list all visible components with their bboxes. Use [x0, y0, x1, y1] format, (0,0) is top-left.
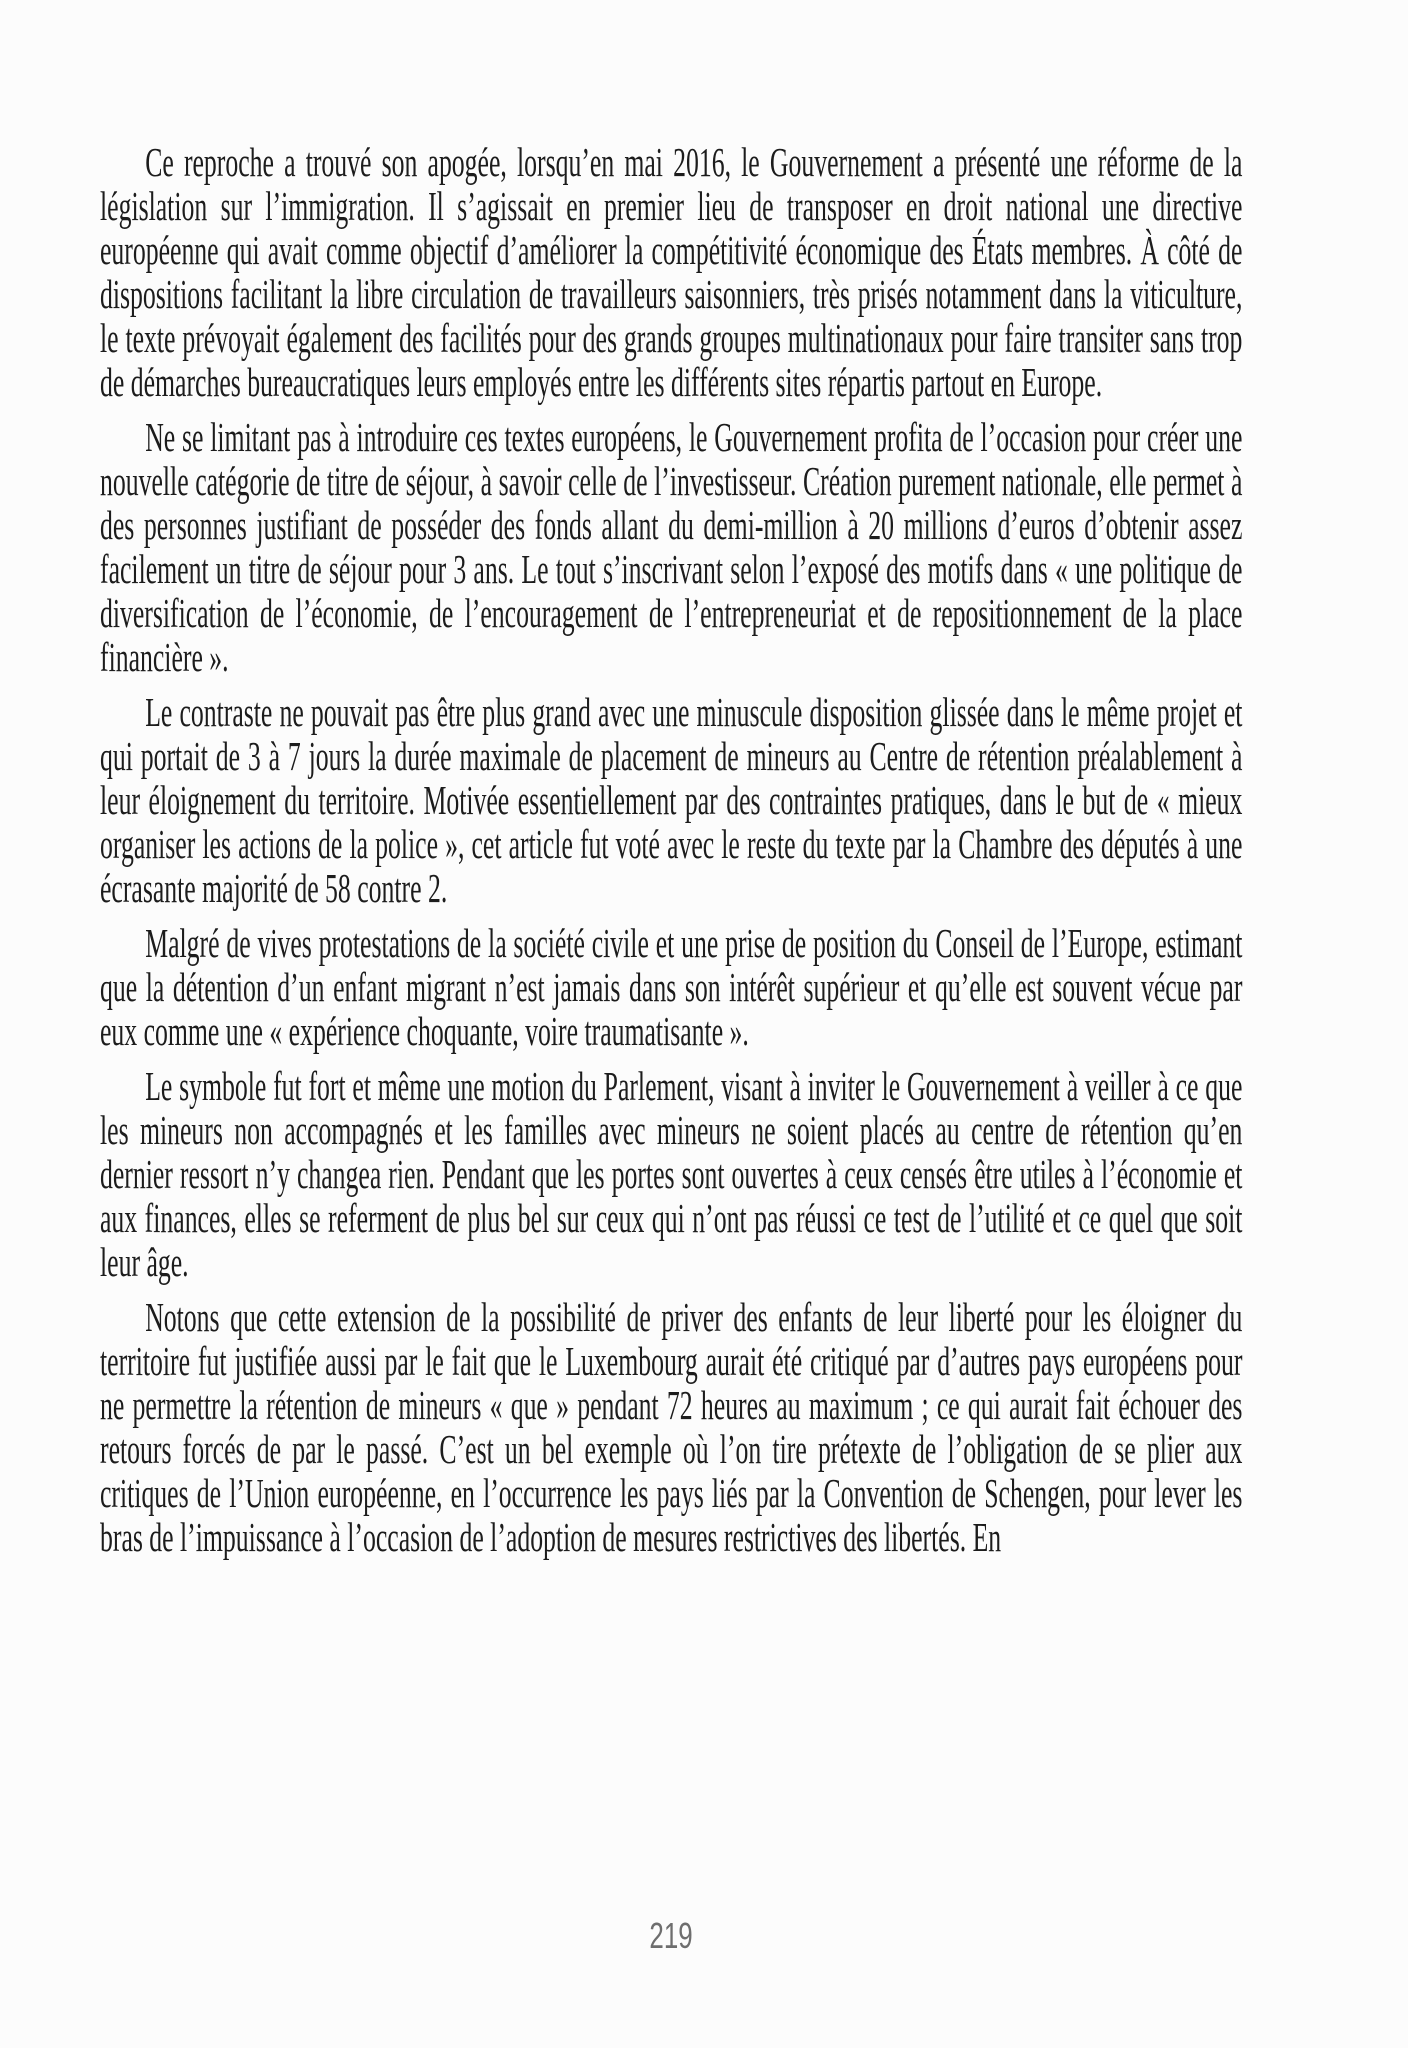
page-number: 219	[649, 1915, 693, 1956]
page-footer	[100, 1916, 1242, 1956]
body-text	[100, 140, 1242, 1570]
paragraph-5: Le symbole fut fort et même une motion du Parlement, visant à inviter le Gouvernement à veiller à ce que les mineurs non accompagnés et les familles avec mineurs ne soient placés au centre de rétention qu’en dernier ressort n’y changea rien. Pendant que les portes sont ouvertes à ceux censés être utiles à l’économie et aux finances, elles se referment de plus bel sur ceux qui n’ont pas réussi ce test de l’utilité et ce quel que soit leur âge.	[100, 1063, 1243, 1285]
paragraph-2: Ne se limitant pas à introduire ces textes européens, le Gouvernement profita de l’occasion pour créer une nouvelle catégorie de titre de séjour, à savoir celle de l’investisseur. Création purement nationale, elle permet à des personnes justifiant de posséder des fonds allant du demi-million à 20 millions d’euros d’obtenir assez facilement un titre de séjour pour 3 ans. Le tout s’inscrivant selon l’exposé des motifs dans « une politique de diversification de l’économie, de l’encouragement de l’entrepreneuriat et de repositionnement de la place financière ».	[100, 414, 1243, 680]
paragraph-3: Le contraste ne pouvait pas être plus grand avec une minuscule disposition glissée dans le même projet et qui portait de 3 à 7 jours la durée maximale de placement de mineurs au Centre de rétention préalablement à leur éloignement du territoire. Motivée essentiellement par des contraintes pratiques, dans le but de « mieux organiser les actions de la police », cet article fut voté avec le reste du texte par la Chambre des députés à une écrasante majorité de 58 contre 2.	[100, 689, 1243, 911]
paragraph-1: Ce reproche a trouvé son apogée, lorsqu’en mai 2016, le Gouvernement a présenté une réforme de la législation sur l’immigration. Il s’agissait en premier lieu de transposer en droit national une directive européenne qui avait comme objectif d’améliorer la compétitivité économique des États membres. À côté de dispositions facilitant la libre circulation de travailleurs saisonniers, très prisés notamment dans la viticulture, le texte prévoyait également des facilités pour des grands groupes multinationaux pour faire transiter sans trop de démarches bureaucratiques leurs employés entre les différents sites répartis partout en Europe.	[100, 139, 1243, 405]
paragraph-6: Notons que cette extension de la possibilité de priver des enfants de leur liberté pour les éloigner du territoire fut justifiée aussi par le fait que le Luxembourg aurait été critiqué par d’autres pays européens pour ne permettre la rétention de mineurs « que » pendant 72 heures au maximum ; ce qui aurait fait échouer des retours forcés de par le passé. C’est un bel exemple où l’on tire prétexte de l’obligation de se plier aux critiques de l’Union européenne, en l’occurrence les pays liés par la Convention de Schengen, pour lever les bras de l’impuissance à l’occasion de l’adoption de mesures restrictives des libertés. En	[100, 1294, 1243, 1560]
paragraph-4: Malgré de vives protestations de la société civile et une prise de position du Conseil de l’Europe, estimant que la détention d’un enfant migrant n’est jamais dans son intérêt supérieur et qu’elle est souvent vécue par eux comme une « expérience choquante, voire traumatisante ».	[100, 920, 1243, 1054]
